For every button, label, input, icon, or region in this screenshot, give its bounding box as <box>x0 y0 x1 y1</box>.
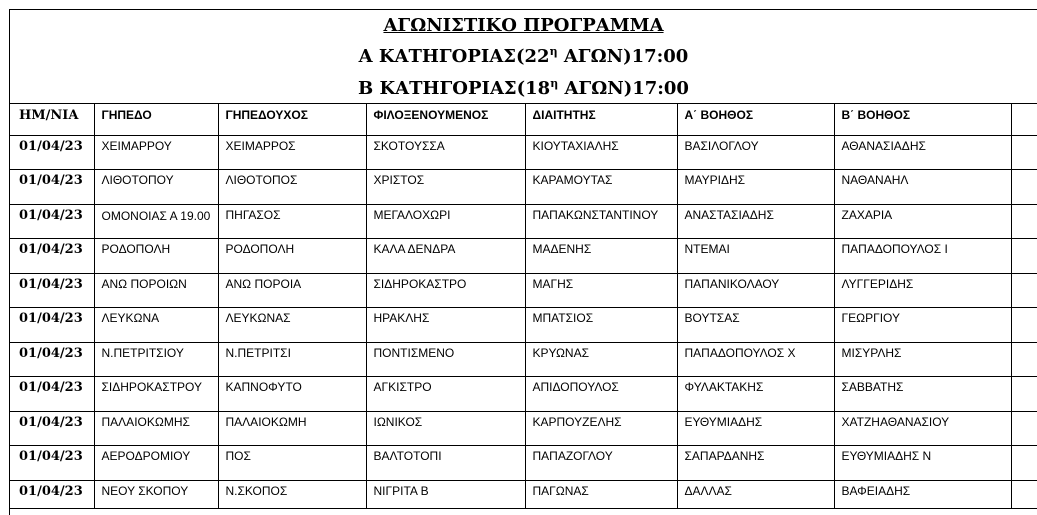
extra-cell <box>1011 411 1037 446</box>
away-team-cell: ΜΕΓΑΛΟΧΩΡΙ <box>366 204 525 239</box>
referee-cell: ΠΑΠΑΚΩΝΣΤΑΝΤΙΝΟΥ <box>525 204 677 239</box>
assistant-b-cell: ΣΑΒΒΑΤΗΣ <box>834 377 1011 412</box>
away-team-cell: ΣΚΟΤΟΥΣΣΑ <box>366 135 525 170</box>
field-cell: ΟΜΟΝΟΙΑΣ Α 19.00 <box>94 204 218 239</box>
home-team-cell: ΠΑΛΑΙΟΚΩΜΗ <box>218 411 366 446</box>
assistant-b-cell: ΝΑΘΑΝΑΗΛ <box>834 170 1011 205</box>
field-cell: ΑΕΡΟΔΡΟΜΙΟΥ <box>94 446 218 481</box>
referee-cell: ΠΑΓΩΝΑΣ <box>525 480 677 508</box>
away-team-cell: ΠΟΝΤΙΣΜΕΝΟ <box>366 342 525 377</box>
schedule-header <box>10 10 1037 104</box>
assistant-a-cell: ΜΑΥΡΙΔΗΣ <box>677 170 834 205</box>
away-team-cell: ΣΙΔΗΡΟΚΑΣΤΡΟ <box>366 273 525 308</box>
home-team-cell: ΛΙΘΟΤΟΠΟΣ <box>218 170 366 205</box>
col-referee: ΔΙΑΙΤΗΤΗΣ <box>525 104 677 135</box>
header-row <box>10 104 1037 135</box>
table-row <box>10 411 1037 446</box>
assistant-b-cell: ΓΕΩΡΓΙΟΥ <box>834 308 1011 343</box>
date-cell: 01/04/23 <box>10 170 94 205</box>
home-team-cell: ΛΕΥΚΩΝΑΣ <box>218 308 366 343</box>
assistant-a-cell: ΣΑΠΑΡΔΑΝΗΣ <box>677 446 834 481</box>
assistant-b-cell: ΜΙΣΥΡΛΗΣ <box>834 342 1011 377</box>
extra-cell <box>1011 170 1037 205</box>
away-team-cell: ΑΓΚΙΣΤΡΟ <box>366 377 525 412</box>
assistant-a-cell: ΒΟΥΤΣΑΣ <box>677 308 834 343</box>
assistant-a-cell: ΔΑΛΛΑΣ <box>677 480 834 508</box>
field-cell: ΛΙΘΟΤΟΠΟΥ <box>94 170 218 205</box>
home-team-cell: ΧΕΙΜΑΡΡΟΣ <box>218 135 366 170</box>
assistant-b-cell: ΑΘΑΝΑΣΙΑΔΗΣ <box>834 135 1011 170</box>
table-row <box>10 377 1037 412</box>
home-team-cell: ΡΟΔΟΠΟΛΗ <box>218 239 366 274</box>
away-team-cell: ΚΑΛΑ ΔΕΝΔΡΑ <box>366 239 525 274</box>
date-cell: 01/04/23 <box>10 308 94 343</box>
col-assistant-b: Β΄ ΒΟΗΘΟΣ <box>834 104 1011 135</box>
extra-cell <box>1011 446 1037 481</box>
date-cell: 01/04/23 <box>10 239 94 274</box>
col-home-team: ΓΗΠΕΔΟΥΧΟΣ <box>218 104 366 135</box>
table-row <box>10 170 1037 205</box>
category-a-text: Α ΚΑΤΗΓΟΡΙΑΣ(22 <box>358 46 550 67</box>
assistant-a-cell: ΑΝΑΣΤΑΣΙΑΔΗΣ <box>677 204 834 239</box>
extra-cell <box>1011 239 1037 274</box>
extra-cell <box>1011 308 1037 343</box>
assistant-a-cell: ΝΤΕΜΑΙ <box>677 239 834 274</box>
col-date: ΗΜ/ΝΙΑ <box>10 104 94 135</box>
referee-cell: ΜΠΑΤΣΙΟΣ <box>525 308 677 343</box>
category-b-time: ΑΓΩΝ)17:00 <box>558 78 689 99</box>
field-cell: ΝΕΟΥ ΣΚΟΠΟΥ <box>94 480 218 508</box>
extra-cell <box>1011 204 1037 239</box>
field-cell: ΣΙΔΗΡΟΚΑΣΤΡΟΥ <box>94 377 218 412</box>
date-cell: 01/04/23 <box>10 446 94 481</box>
table-row <box>10 446 1037 481</box>
date-cell: 01/04/23 <box>10 411 94 446</box>
field-cell: ΧΕΙΜΑΡΡΟΥ <box>94 135 218 170</box>
assistant-b-cell: ΕΥΘΥΜΙΑΔΗΣ Ν <box>834 446 1011 481</box>
extra-cell <box>1011 377 1037 412</box>
schedule-title: ΑΓΩΝΙΣΤΙΚΟ ΠΡΟΓΡΑΜΜΑ <box>383 15 664 36</box>
table-row <box>10 273 1037 308</box>
home-team-cell: ΑΝΩ ΠΟΡΟΙΑ <box>218 273 366 308</box>
assistant-b-cell: ΠΑΠΑΔΟΠΟΥΛΟΣ Ι <box>834 239 1011 274</box>
assistant-a-cell: ΠΑΠΑΔΟΠΟΥΛΟΣ Χ <box>677 342 834 377</box>
away-team-cell: ΒΑΛΤΟΤΟΠΙ <box>366 446 525 481</box>
referee-cell: ΚΑΡΠΟΥΖΕΛΗΣ <box>525 411 677 446</box>
referee-cell: ΜΑΔΕΝΗΣ <box>525 239 677 274</box>
assistant-a-cell: ΒΑΣΙΛΟΓΛΟΥ <box>677 135 834 170</box>
referee-cell: ΜΑΓΗΣ <box>525 273 677 308</box>
col-field: ΓΗΠΕΔΟ <box>94 104 218 135</box>
referee-cell: ΚΙΟΥΤΑΧΙΑΛΗΣ <box>525 135 677 170</box>
home-team-cell: ΚΑΠΝΟΦΥΤΟ <box>218 377 366 412</box>
assistant-a-cell: ΦΥΛΑΚΤΑΚΗΣ <box>677 377 834 412</box>
field-cell: ΠΑΛΑΙΟΚΩΜΗΣ <box>94 411 218 446</box>
home-team-cell: Ν.ΣΚΟΠΟΣ <box>218 480 366 508</box>
category-a-sup: η <box>549 45 558 58</box>
assistant-a-cell: ΕΥΘΥΜΙΑΔΗΣ <box>677 411 834 446</box>
date-cell: 01/04/23 <box>10 480 94 508</box>
field-cell: ΡΟΔΟΠΟΛΗ <box>94 239 218 274</box>
assistant-b-cell: ΖΑΧΑΡΙΑ <box>834 204 1011 239</box>
assistant-a-cell: ΠΑΠΑΝΙΚΟΛΑΟΥ <box>677 273 834 308</box>
home-team-cell: ΠΗΓΑΣΟΣ <box>218 204 366 239</box>
table-row <box>10 204 1037 239</box>
referee-cell: ΠΑΠΑΖΟΓΛΟΥ <box>525 446 677 481</box>
table-row <box>10 239 1037 274</box>
table-row <box>10 135 1037 170</box>
away-team-cell: ΝΙΓΡΙΤΑ Β <box>366 480 525 508</box>
away-team-cell: ΧΡΙΣΤΟΣ <box>366 170 525 205</box>
date-cell: 01/04/23 <box>10 342 94 377</box>
extra-cell <box>1011 135 1037 170</box>
field-cell: ΛΕΥΚΩΝΑ <box>94 308 218 343</box>
assistant-b-cell: ΛΥΓΓΕΡΙΔΗΣ <box>834 273 1011 308</box>
away-team-cell: ΗΡΑΚΛΗΣ <box>366 308 525 343</box>
extra-cell <box>1011 342 1037 377</box>
assistant-b-cell: ΒΑΦΕΙΑΔΗΣ <box>834 480 1011 508</box>
referee-cell: ΚΡΥΩΝΑΣ <box>525 342 677 377</box>
category-a-line <box>10 38 1037 70</box>
extra-cell <box>1011 273 1037 308</box>
col-assistant-a: Α΄ ΒΟΗΘΟΣ <box>677 104 834 135</box>
date-cell: 01/04/23 <box>10 135 94 170</box>
table-row <box>10 342 1037 377</box>
extra-cell <box>1011 480 1037 508</box>
date-cell: 01/04/23 <box>10 377 94 412</box>
away-team-cell: ΙΩΝΙΚΟΣ <box>366 411 525 446</box>
category-a-time: ΑΓΩΝ)17:00 <box>557 46 689 67</box>
schedule-sheet <box>9 9 1037 515</box>
match-table <box>10 104 1037 509</box>
col-away-team: ΦΙΛΟΞΕΝΟΥΜΕΝΟΣ <box>366 104 525 135</box>
referee-cell: ΑΠΙΔΟΠΟΥΛΟΣ <box>525 377 677 412</box>
table-row <box>10 480 1037 508</box>
referee-cell: ΚΑΡΑΜΟΥΤΑΣ <box>525 170 677 205</box>
category-b-sup: η <box>550 77 559 90</box>
field-cell: ΑΝΩ ΠΟΡΟΙΩΝ <box>94 273 218 308</box>
assistant-b-cell: ΧΑΤΖΗΑΘΑΝΑΣΙΟΥ <box>834 411 1011 446</box>
col-extra <box>1011 104 1037 135</box>
category-b-line <box>10 70 1037 102</box>
home-team-cell: Ν.ΠΕΤΡΙΤΣΙ <box>218 342 366 377</box>
field-cell: Ν.ΠΕΤΡΙΤΣΙΟΥ <box>94 342 218 377</box>
date-cell: 01/04/23 <box>10 273 94 308</box>
date-cell: 01/04/23 <box>10 204 94 239</box>
home-team-cell: ΠΟΣ <box>218 446 366 481</box>
category-b-text: Β ΚΑΤΗΓΟΡΙΑΣ(18 <box>358 78 551 99</box>
table-row <box>10 308 1037 343</box>
